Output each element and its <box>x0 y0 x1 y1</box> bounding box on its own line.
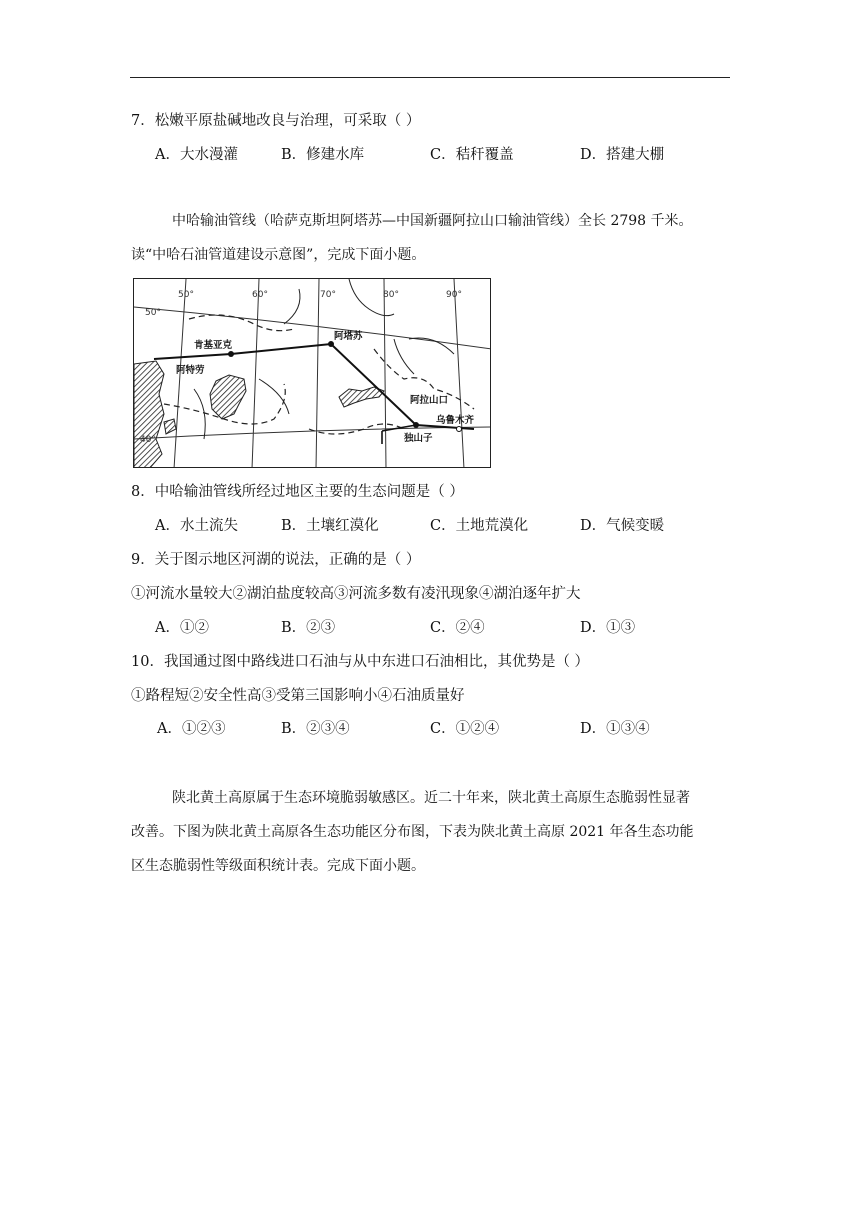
q9-statements: ①河流水量较大②湖泊盐度较高③河流多数有凌汛现象④湖泊逐年扩大 <box>131 586 581 602</box>
pipeline-map-graphic <box>134 279 491 468</box>
map-label-urumqi: 乌鲁木齐 <box>436 415 475 426</box>
q10-statements: ①路程短②安全性高③受第三国影响小④石油质量好 <box>131 688 465 704</box>
q7-option-a[interactable]: A．大水漫灌 <box>155 147 238 163</box>
map-label-alashankou: 阿拉山口 <box>410 395 449 406</box>
map-degree-50e: 50° <box>178 290 194 300</box>
map-label-atasu: 阿塔苏 <box>334 331 363 342</box>
map-degree-40n: 40° <box>140 435 156 445</box>
intro1-line1: 中哈输油管线（哈萨克斯坦阿塔苏—中国新疆阿拉山口输油管线）全长 2798 千米。 <box>172 213 693 229</box>
q7-option-c[interactable]: C．秸秆覆盖 <box>430 147 514 163</box>
map-degree-90e: 90° <box>446 290 462 300</box>
q9-option-d[interactable]: D．①③ <box>580 620 636 636</box>
map-label-atyrau: 阿特劳 <box>176 365 205 376</box>
q10-option-c[interactable]: C．①②④ <box>430 721 500 737</box>
map-label-kenkiyak: 肯基亚克 <box>194 340 233 351</box>
intro2-line2: 改善。下图为陕北黄土高原各生态功能区分布图，下表为陕北黄土高原 2021 年各生态功能 <box>131 824 694 840</box>
header-rule <box>130 77 730 78</box>
q9-option-a[interactable]: A．①② <box>155 620 209 636</box>
q8-stem: 8．中哈输油管线所经过地区主要的生态问题是（ ） <box>131 484 464 500</box>
q7-option-d[interactable]: D．搭建大棚 <box>580 147 665 163</box>
intro2-line3: 区生态脆弱性等级面积统计表。完成下面小题。 <box>131 858 425 874</box>
q10-stem: 10．我国通过图中路线进口石油与从中东进口石油相比，其优势是（ ） <box>131 654 590 670</box>
q9-stem: 9．关于图示地区河湖的说法，正确的是（ ） <box>131 552 421 568</box>
map-degree-80e: 80° <box>383 290 399 300</box>
q9-option-c[interactable]: C．②④ <box>430 620 485 636</box>
q10-option-a[interactable]: A．①②③ <box>157 721 226 737</box>
map-degree-70e: 70° <box>320 290 336 300</box>
q9-option-b[interactable]: B．②③ <box>281 620 336 636</box>
map-degree-50n: 50° <box>145 308 161 318</box>
q10-option-b[interactable]: B．②③④ <box>281 721 350 737</box>
q8-option-a[interactable]: A．水土流失 <box>155 518 238 534</box>
q7-option-b[interactable]: B．修建水库 <box>281 147 365 163</box>
q8-option-d[interactable]: D．气候变暖 <box>580 518 665 534</box>
q8-option-b[interactable]: B．土壤红漠化 <box>281 518 379 534</box>
intro1-line2: 读“中哈石油管道建设示意图”，完成下面小题。 <box>131 247 426 263</box>
q10-option-d[interactable]: D．①③④ <box>580 721 650 737</box>
q8-option-c[interactable]: C．土地荒漠化 <box>430 518 529 534</box>
intro2-line1: 陕北黄土高原属于生态环境脆弱敏感区。近二十年来，陕北黄土高原生态脆弱性显著 <box>172 790 690 806</box>
q7-stem: 7．松嫩平原盐碱地改良与治理，可采取（ ） <box>131 113 421 129</box>
map-degree-60e: 60° <box>252 290 268 300</box>
pipeline-map <box>133 278 491 468</box>
map-label-dushanzi: 独山子 <box>404 433 433 444</box>
